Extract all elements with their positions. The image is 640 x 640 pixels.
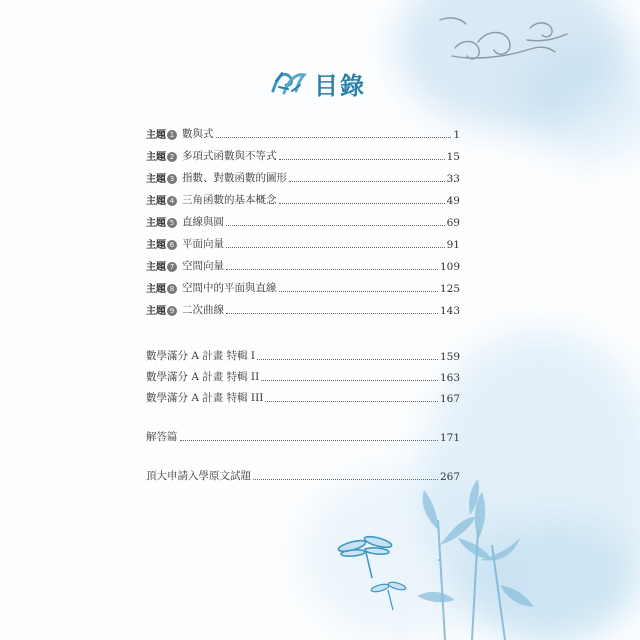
- dot-leader: [265, 400, 438, 402]
- chapter-title: 平面向量: [182, 238, 224, 250]
- topic-number-badge: 6: [167, 240, 177, 250]
- page-number: 171: [439, 432, 460, 444]
- bamboo-leaves: [417, 479, 534, 607]
- title-row: [270, 63, 366, 103]
- answers-title: 解答篇: [146, 431, 178, 443]
- page-number: 33: [446, 173, 460, 185]
- topic-label: 主題: [146, 284, 166, 295]
- toc-entry-exam[interactable]: [146, 465, 460, 483]
- page-number: 49: [446, 195, 460, 207]
- topic-label: 主題: [146, 196, 166, 207]
- chapter-title: 直線與圓: [182, 216, 224, 228]
- topic-label: 主題: [146, 306, 166, 317]
- dot-leader: [226, 312, 438, 314]
- toc-entry-chapter-7[interactable]: [146, 255, 460, 273]
- dragonfly-icon: [371, 581, 407, 610]
- topic-number-badge: 5: [167, 218, 177, 228]
- toc-entry-special-3[interactable]: [146, 387, 460, 405]
- chapter-title: 空間中的平面與直線: [182, 282, 277, 294]
- watercolor-wash: [470, 520, 640, 640]
- special-title: 數學滿分 A 計畫 特輯 I: [146, 350, 256, 362]
- title-emblem-icon: [270, 67, 308, 99]
- dot-leader: [226, 268, 438, 270]
- page-number: 91: [446, 239, 460, 251]
- topic-number-badge: 1: [167, 130, 177, 140]
- page-number: 143: [439, 305, 460, 317]
- topic-number-badge: 3: [167, 174, 177, 184]
- topic-label: 主題: [146, 152, 166, 163]
- chapter-title: 數與式: [182, 128, 214, 140]
- toc-entry-chapter-3[interactable]: [146, 167, 460, 185]
- chapter-title: 二次曲線: [182, 304, 224, 316]
- toc-entry-chapter-9[interactable]: [146, 299, 460, 317]
- dot-leader: [279, 290, 438, 292]
- chapter-title: 指數、對數函數的圖形: [182, 172, 287, 184]
- page-number: 167: [439, 393, 460, 405]
- exam-title: 頂大申請入學原文試題: [146, 470, 251, 482]
- topic-label: 主題: [146, 262, 166, 273]
- toc-entry-special-2[interactable]: [146, 366, 460, 384]
- dot-leader: [226, 224, 445, 226]
- page-title: 目錄: [314, 71, 366, 100]
- toc-entry-chapter-5[interactable]: [146, 211, 460, 229]
- toc-entry-special-1[interactable]: [146, 345, 460, 363]
- watercolor-wash: [300, 470, 500, 640]
- dragonfly-icon: [337, 535, 392, 578]
- dot-leader: [261, 379, 438, 381]
- dot-leader: [253, 478, 438, 480]
- page-number: 125: [439, 283, 460, 295]
- dot-leader: [216, 136, 452, 138]
- watercolor-wash: [395, 0, 625, 130]
- topic-number-badge: 7: [167, 262, 177, 272]
- special-title: 數學滿分 A 計畫 特輯 II: [146, 371, 260, 383]
- page-number: 15: [446, 151, 460, 163]
- dot-leader: [180, 439, 438, 441]
- toc-entry-chapter-1[interactable]: [146, 123, 460, 141]
- page-number: 109: [439, 261, 460, 273]
- chapter-title: 空間向量: [182, 260, 224, 272]
- toc-entry-chapter-2[interactable]: [146, 145, 460, 163]
- page-number: 159: [439, 351, 460, 363]
- page-number: 267: [439, 471, 460, 483]
- toc-entry-chapter-4[interactable]: [146, 189, 460, 207]
- page-number: 163: [439, 372, 460, 384]
- topic-number-badge: 4: [167, 196, 177, 206]
- dot-leader: [289, 180, 445, 182]
- toc-entry-answers[interactable]: [146, 426, 460, 444]
- topic-label: 主題: [146, 174, 166, 185]
- page-number: 1: [453, 129, 460, 141]
- special-title: 數學滿分 A 計畫 特輯 III: [146, 392, 264, 404]
- topic-number-badge: 2: [167, 152, 177, 162]
- toc-entry-chapter-6[interactable]: [146, 233, 460, 251]
- bamboo-icon: [438, 520, 505, 640]
- dot-leader: [257, 358, 438, 360]
- topic-label: 主題: [146, 218, 166, 229]
- page-number: 69: [446, 217, 460, 229]
- topic-label: 主題: [146, 130, 166, 141]
- chapter-title: 多項式函數與不等式: [182, 150, 277, 162]
- chapter-title: 三角函數的基本概念: [182, 194, 277, 206]
- toc-entry-chapter-8[interactable]: [146, 277, 460, 295]
- dot-leader: [226, 246, 445, 248]
- topic-number-badge: 8: [167, 284, 177, 294]
- dot-leader: [279, 158, 445, 160]
- topic-label: 主題: [146, 240, 166, 251]
- topic-number-badge: 9: [167, 306, 177, 316]
- cloud-swirl-icon: [440, 18, 567, 59]
- watercolor-wash: [520, 40, 640, 160]
- dot-leader: [279, 202, 445, 204]
